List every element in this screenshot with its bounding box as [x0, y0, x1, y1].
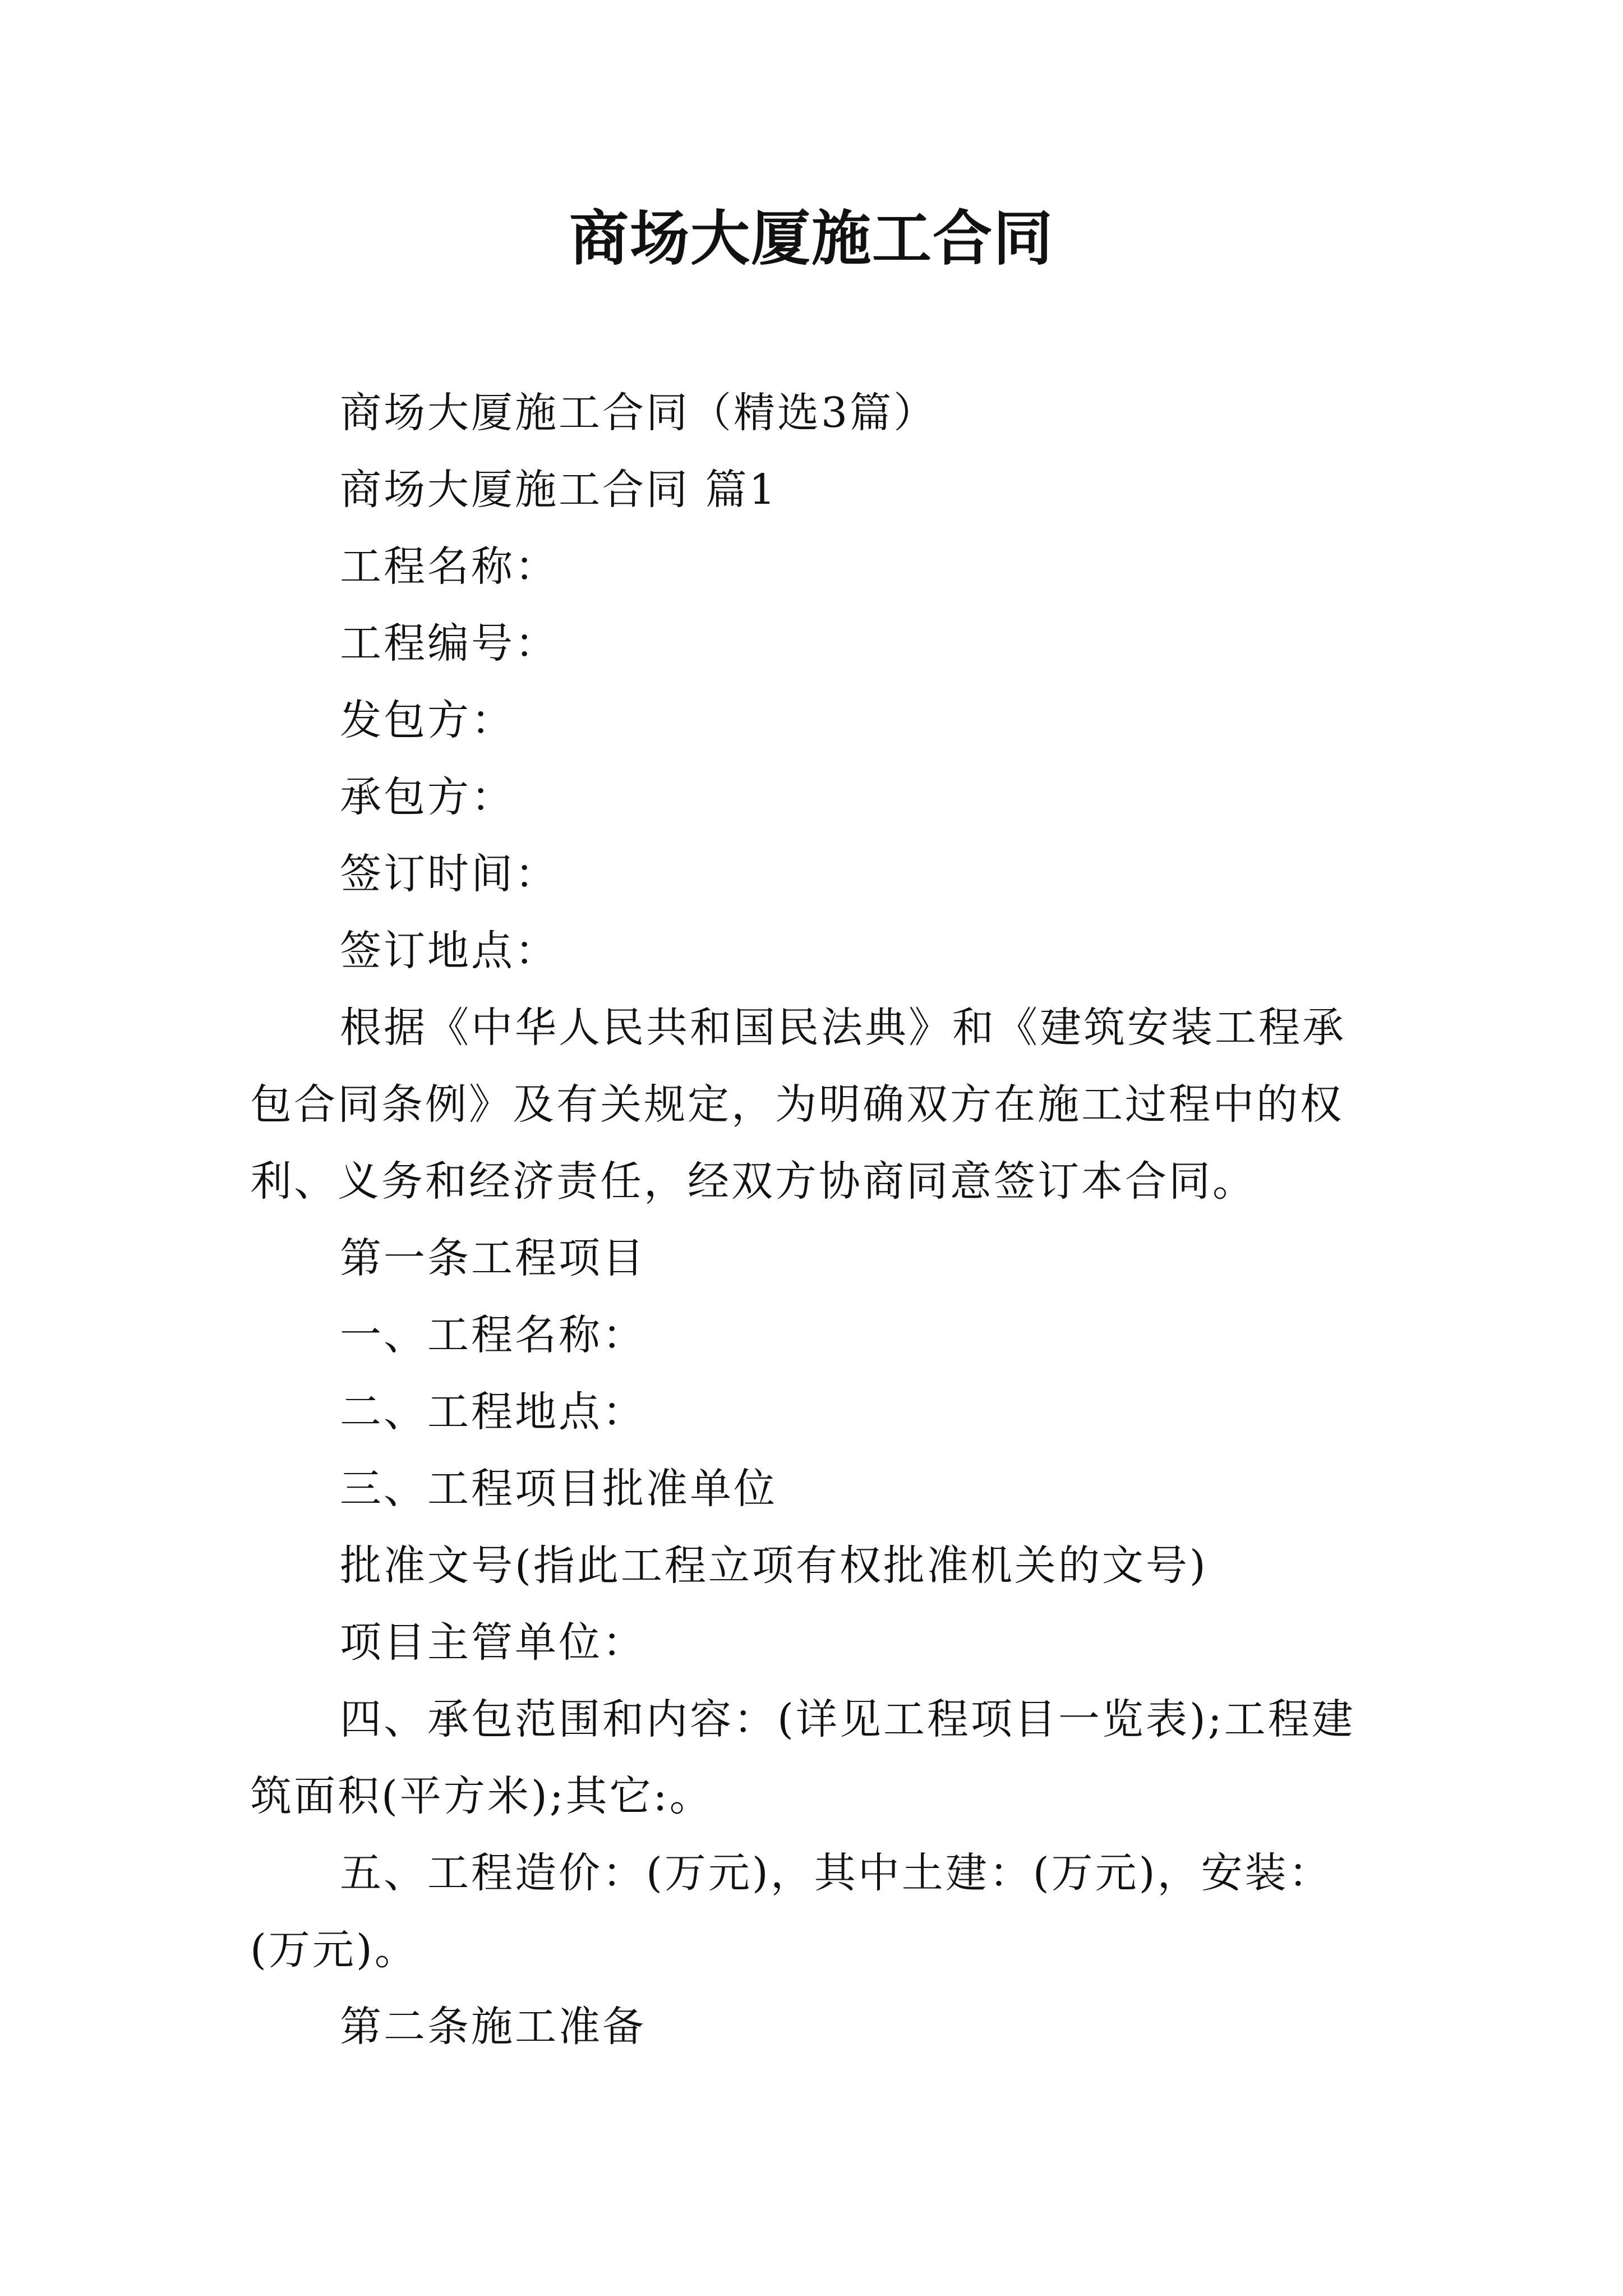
paragraph-section-heading: 商场大厦施工合同 篇1 — [340, 466, 778, 514]
paragraph-project-name: 工程名称： — [340, 542, 559, 591]
paragraph-signing-place: 签订地点： — [340, 927, 559, 975]
paragraph-preamble: 根据《中华人民共和国民法典》和《建筑安装工程承包合同条例》及有关规定，为明确双方在施工过程中的权利、义务和经济责任，经双方协商同意签订本合同。 — [250, 1004, 1346, 1205]
paragraph-item-3: 三、工程项目批准单位 — [340, 1465, 777, 1513]
paragraph-article-2: 第二条施工准备 — [340, 2003, 646, 2051]
paragraph-item-4: 四、承包范围和内容：(详见工程项目一览表);工程建筑面积(平方米);其它:。 — [250, 1695, 1355, 1820]
paragraph-approval-number: 批准文号(指此工程立项有权批准机关的文号) — [340, 1542, 1208, 1590]
paragraph-article-1: 第一条工程项目 — [340, 1234, 646, 1282]
paragraph-item-1: 一、工程名称： — [340, 1311, 646, 1359]
document-title: 商场大厦施工合同 — [569, 203, 1054, 273]
paragraph-supervising-unit: 项目主管单位： — [340, 1618, 646, 1667]
paragraph-project-number: 工程编号： — [340, 619, 559, 668]
paragraph-signing-time: 签订时间： — [340, 850, 559, 898]
document-body — [250, 375, 1383, 2065]
paragraph-contractor: 承包方： — [340, 773, 515, 821]
paragraph-employer: 发包方： — [340, 696, 515, 744]
paragraph-item-2: 二、工程地点： — [340, 1388, 646, 1436]
paragraph-subtitle: 商场大厦施工合同（精选3篇） — [340, 389, 938, 437]
paragraph-item-5: 五、工程造价：(万元)，其中土建：(万元)，安装：(万元)。 — [250, 1849, 1332, 1974]
